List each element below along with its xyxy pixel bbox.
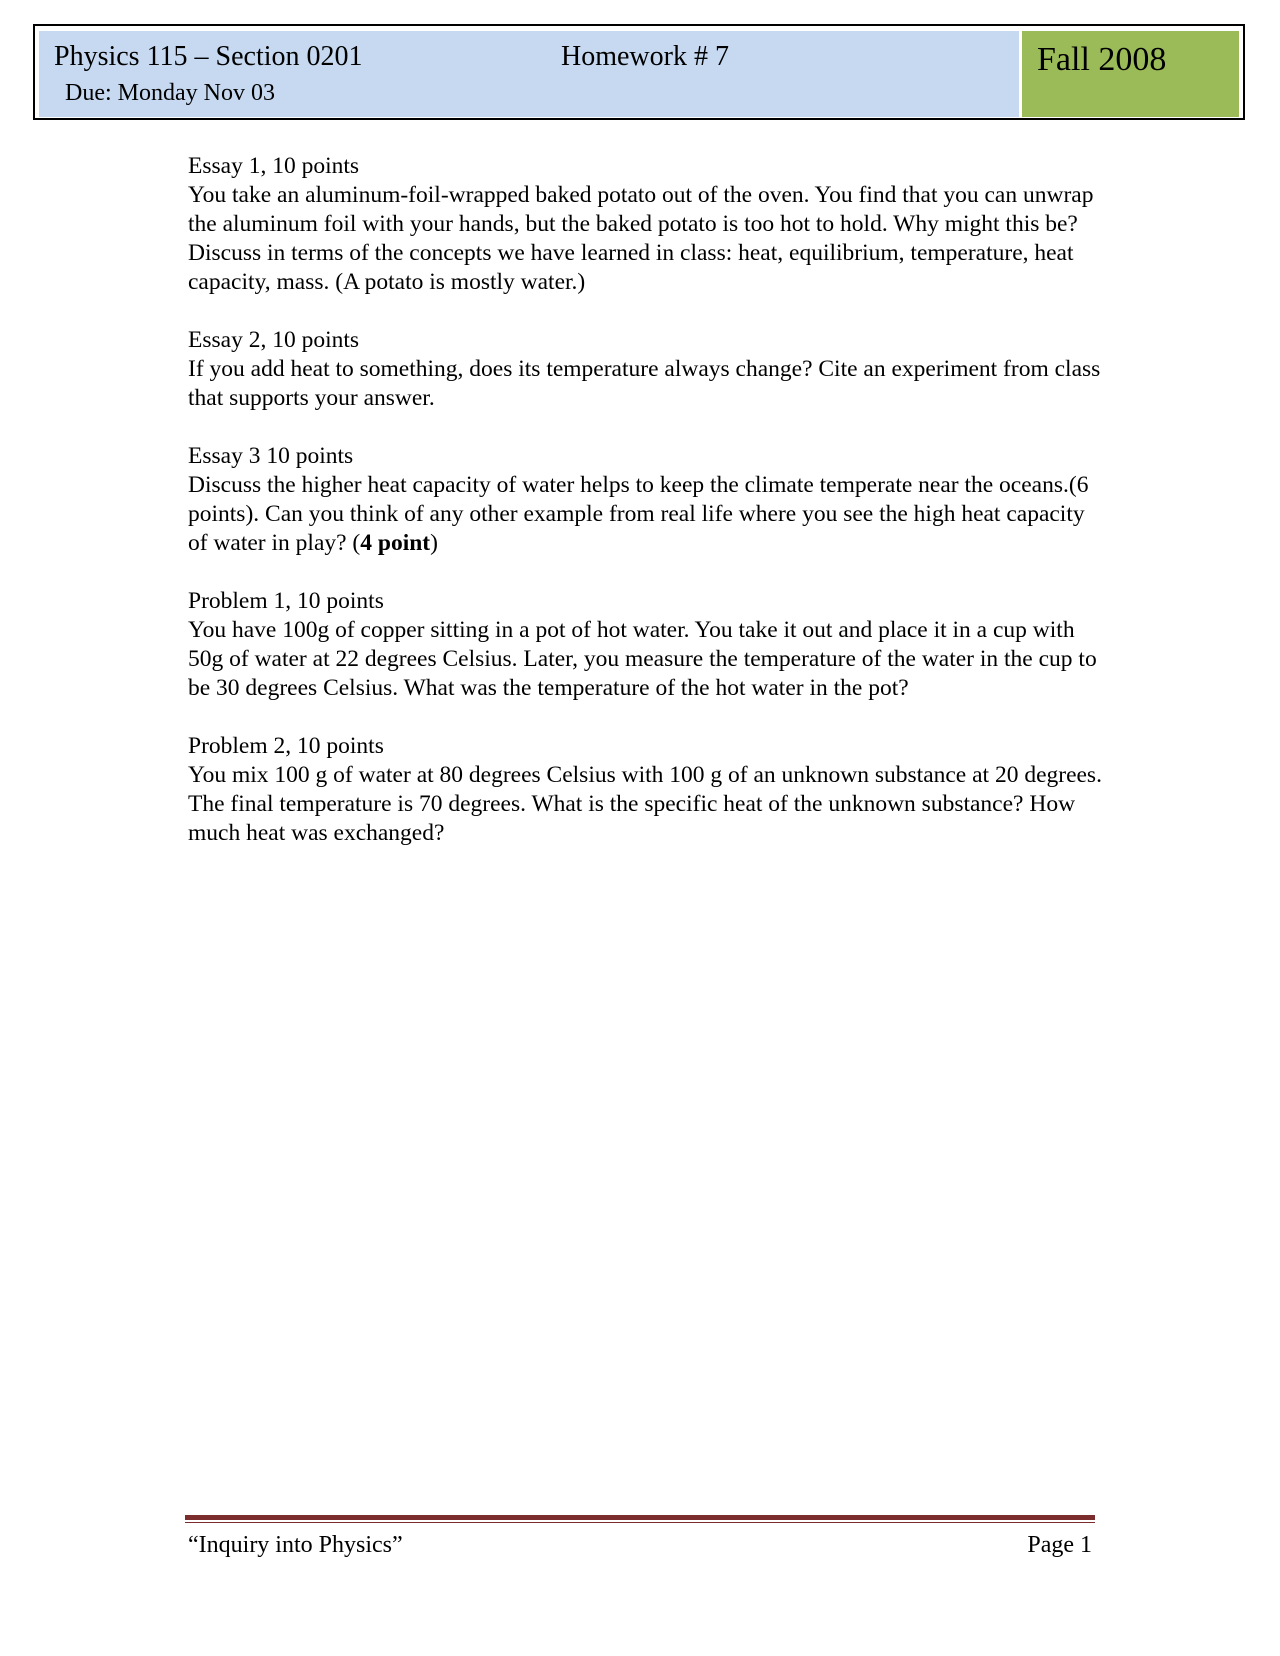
essay-3-text-end: ) [430, 530, 438, 556]
essay-3-bold-points: 4 point [360, 530, 431, 556]
essay-1-text: You take an aluminum-foil-wrapped baked potato out of the oven. You find that you can unwrap the aluminum foil with your hands, but the baked potato is too hot to hold. Why might this be? Discuss in terms of the concepts we have learned in class: heat, equilibrium, temperature, heat capacity, mass. (A potato is mostly water.) [188, 182, 1094, 295]
essay-3-text [188, 471, 1108, 558]
assignment-body [188, 152, 1108, 877]
essay-2 [188, 326, 1108, 413]
essay-2-text: If you add heat to something, does its temperature always change? Cite an experiment from class that supports your answer. [188, 356, 1101, 411]
page-number: Page 1 [1027, 1532, 1092, 1558]
footer-title: “Inquiry into Physics” [188, 1532, 403, 1558]
essay-1 [188, 152, 1108, 297]
due-date: Due: Monday Nov 03 [65, 80, 275, 106]
essay-3-text-main: Discuss the higher heat capacity of water helps to keep the climate temperate near the oceans.(6 points). Can you think of any other example from real life where you see the high heat capacity of water in play? ( [188, 472, 1089, 556]
problem-2-heading: Problem 2, 10 points [188, 733, 384, 759]
problem-1-heading: Problem 1, 10 points [188, 588, 384, 614]
footer-rule [185, 1515, 1095, 1520]
essay-3 [188, 442, 1108, 558]
problem-1-text: You have 100g of copper sitting in a pot of hot water. You take it out and place it in a cup with 50g of water at 22 degrees Celsius. Later, you measure the temperature of the water in the cup to be 30 degrees Celsius. What was the temperature of the hot water in the pot? [188, 617, 1097, 701]
essay-3-heading: Essay 3 10 points [188, 443, 354, 469]
homework-title: Homework # 7 [561, 41, 729, 72]
problem-1 [188, 587, 1108, 703]
problem-2-text: You mix 100 g of water at 80 degrees Celsius with 100 g of an unknown substance at 20 degrees. The final temperature is 70 degrees. What is the specific heat of the unknown substance? How much heat was exchanged? [188, 762, 1102, 846]
semester-label: Fall 2008 [1037, 41, 1167, 78]
footer-rule-thin [185, 1522, 1095, 1523]
essay-1-heading: Essay 1, 10 points [188, 153, 360, 179]
problem-2 [188, 732, 1108, 848]
course-title: Physics 115 – Section 0201 [54, 41, 363, 72]
essay-2-heading: Essay 2, 10 points [188, 327, 360, 353]
